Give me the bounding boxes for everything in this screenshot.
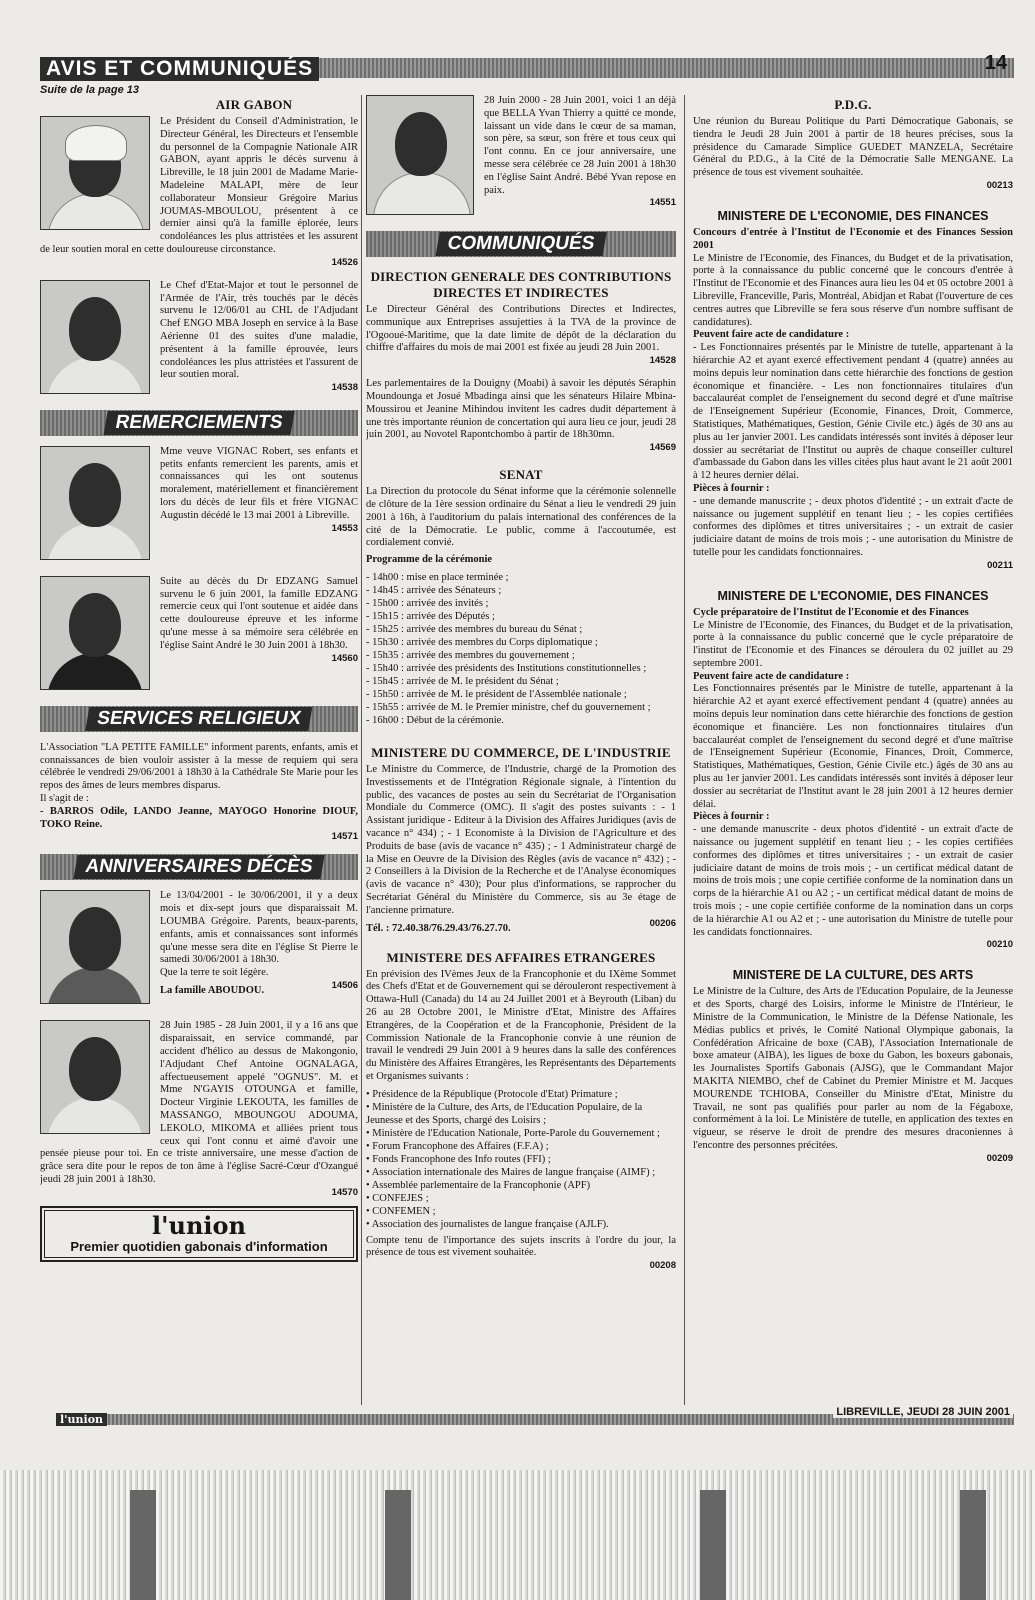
notice-title: P.D.G. <box>834 97 872 112</box>
notice-title: MINISTERE DE L'ECONOMIE, DES FINANCES <box>717 208 989 223</box>
section-band-remerciements <box>40 410 358 436</box>
notice-text: Les parlementaires de la Douigny (Moabi) à savoir les députés Séraphin Moundounga et Josué Mbadinga ainsi que les sénateurs Hilaire Mbina-Moussirou et Jeanine Mihindou invitent les cadres dudit département à une très importante réunion de concertation qui aura lieu ce jour, jeudi 28 juin 2001, au Novotel Rapontchombo à partir de 18h30mn. <box>366 378 676 441</box>
organisation-item: • Association des journalistes de langue française (AJLF). <box>366 1218 609 1230</box>
notice-economie-cycle <box>693 583 1013 951</box>
notice-text: Compte tenu de l'importance des sujets inscrits à l'ordre du jour, la présence de tous est vivement souhaitée. <box>366 1234 676 1259</box>
notice-text: 28 Juin 1985 - 28 Juin 2001, il y a 16 ans que disparaissait, en service commandé, par accident d'hélico au dessus de Makongonio, l'Adjudant Chef Antoine OGNALAGA, affectueusement appelé "OGNUS". M. et Mme N'GAYIS OTOUNGA et famille, Docteur Virginie LEKOUTA, les familles de MASSANGO, MBOUNGOU ADOUMA, LEKOLO, MIKOMA et alliées prient tous ceux qui l'ont connu et aimé d'avoir une pensée pieuse pour toi. En ce triste anniversaire, une messe d'action de grâce sera dite pour le repos de ton âme à l'église Sacré-Cœur d'Ozangué jeudi 28 juin 2001 à 18h30. <box>40 1020 358 1185</box>
page-number: 14 <box>984 52 1007 74</box>
notice-ref: 00213 <box>986 179 1013 191</box>
organisation-item: • Association internationale des Maires de langue française (AIMF) ; <box>366 1166 656 1178</box>
notice-dgcdi <box>366 267 676 366</box>
program-item: - 15h50 : arrivée de M. le président de l'Assemblée nationale ; <box>366 688 627 700</box>
notice-ref: 14569 <box>649 442 676 454</box>
notice-subhead: Peuvent faire acte de candidature : <box>693 670 850 682</box>
notice-text: Suite au décès du Dr EDZANG Samuel survenu le 6 juin 2001, la famille EDZANG remercie ceux qui l'ont soutenue et aidée dans cette douloureuse épreuve et les informe qu'une messe à sa mémoire sera célébrée en l'église Saint André le 30 Juin 2001 à 18h30. <box>160 575 358 651</box>
notice-text: Le Directeur Général des Contributions Directes et Indirectes, communique aux Entreprises assujetties à la TVA de la province de l'Ogooué-Maritime, que la date limite de dépôt de la déclaration du chiffre d'affaires du mois de mai 2001 est fixée au jeudi 28 Juin 2001. <box>366 304 676 354</box>
notice-text: Le Ministre du Commerce, de l'Industrie, chargé de la Promotion des Investissements et de l'Intégration Régionale signale, à l'intention du public, des vacances de postes au sein du Secrétariat de l'Organisation Mondiale du Commerce (OMC). Il s'agit des postes suivants : - 1 Assistant juridique - Editeur à la Division des Affaires Juridiques (avis de vacance n° 434) ; - 1 Economiste à la Division de l'Agriculture et des Produits de base (avis de vacance n° 435) ; - 1 Administrateur chargé de la Mise en Oeuvre de la Division des Règles (avis de vacance n° 432) ; - 2 Conseillers à la Division de la Recherche et de l'Analyse économiques (avis de vacance n° 430); Pour plus d'informations, se rapprocher du Secrétariat Général du Ministère du Commerce, sis au 3e étage de l'ancienne primature. <box>366 763 676 916</box>
program-item: - 15h40 : arrivée des présidents des Institutions constitutionnelles ; <box>366 662 647 674</box>
notice-commerce <box>366 743 676 936</box>
notice-text: - une demande manuscrite ; - deux photos d'identité ; - un extrait d'acte de naissance ou jugement supplétif en tenant lieu ; - les copies certifiées conformes des diplômes et titres universitaires ; - un extrait de casier judiciaire datant de moins de trois mois ; - une autorisation du Ministre de tutelle pour les candidats fonctionnaires. <box>693 495 1013 558</box>
notice-ref: 00208 <box>649 1260 676 1272</box>
column-middle <box>366 95 676 1283</box>
notice-ref: 00211 <box>987 559 1013 571</box>
notice-petite-famille <box>40 742 358 843</box>
notice-vignac <box>40 446 358 564</box>
notice-edzang <box>40 576 358 694</box>
notice-text: Les Fonctionnaires présentés par le Ministre de tutelle, appartenant à la hiérarchie A2 et ayant exercé effectivement pendant 4 (quatre) années au moins depuis leur nomination dans cette hiérarchie des fonctions de gestion économique et financière. Les non fonctionnaires titulaires d'un baccalauréat complet de l'enseignement du second degré et d'une maîtrise de l'Enseignement Supérieur (Economie, Finances, Droit, Commerce, Statistiques, Mathématiques, Gestion, Génie Civile etc.) âgés de 30 ans au plus au 1er janvier 2001. Les candidats intéressés sont invités à déposer leur dossier au secrétariat de l'Institut avant le 28 juin 2001 à 12 heures dernier délai. <box>693 683 1013 810</box>
notice-title: DIRECTION GENERALE DES CONTRIBUTIONS DIRECTES ET INDIRECTES <box>370 269 672 300</box>
organisation-item: • Forum Francophone des Affaires (F.F.A) ; <box>366 1140 549 1152</box>
notice-signature: La famille ABOUDOU. <box>160 984 265 996</box>
notice-air-gabon <box>40 95 358 268</box>
organisation-item: • Ministère de la Culture, des Arts, de l'Education Populaire, de la Jeunesse et des Sports, chargé des Loisirs ; <box>366 1101 643 1126</box>
program-item: - 15h30 : arrivée des membres du Corps diplomatique ; <box>366 636 598 648</box>
program-title: Programme de la cérémonie <box>366 554 493 566</box>
notice-ref: 00210 <box>986 939 1013 951</box>
notice-text: Le Président du Conseil d'Administration, le Directeur Général, les Directeurs et l'ensemble du personnel de la Compagnie Nationale AIR GABON, ayant appris le décès survenu à Libreville, le 18 juin 2001 de Madame Marie-Madeleine MALAPI, mère de leur collaborateur Monsieur Grégoire Marius JOUMAS-MBOULOU, présentent à ce dernier ainsi qu'à la famille éplorée, leurs condoléances les plus attristées et les assurent de leur soutien moral en cette douloureuse circonstance. <box>40 116 358 255</box>
portrait-photo <box>40 576 150 690</box>
portrait-photo <box>40 1020 150 1134</box>
child-portrait-photo <box>366 95 474 215</box>
notice-bella <box>366 95 676 219</box>
notice-text: - une demande manuscrite - deux photos d'identité - un extrait d'acte de naissance ou jugement supplétif en tenant lieu ; - les copies certifiées conformes des diplômes et titres universitaires ; - un extrait de casier judiciaire datant de moins de trois mois ; - un certificat médical datant de moins de trois mois ; une copie certifiée conforme de la nomination dans un corps de la hiérarchie A1 ou A2 ; - un certificat médical datant de moins de trois mois ; - une copie certifiée conforme de la nomination dans un corps de la hiérarchie A1 ou A2 et ; - une autorisation du Ministre de tutelle pour les candidats fonctionnaires. <box>693 824 1013 938</box>
notice-ref: 14571 <box>331 831 358 843</box>
organisation-item: • Assemblée parlementaire de la Francophonie (APF) <box>366 1179 591 1191</box>
organisation-item: • Présidence de la République (Protocole d'Etat) Primature ; <box>366 1088 618 1100</box>
notice-text: Le Ministre de la Culture, des Arts de l'Education Populaire, de la Jeunesse et des Sports, chargé des Loisirs, informe le Ministre de l'Intérieur, le Ministre de la Communication, le Ministre de la Défense Nationale, les Médias publics et privés, le Comité National Olympique gabonais, la Confédération Africaine de boxe (CAB), l'Association Internationale de boxe amateur (AIBA), les ligues de boxe du Gabon, les boxeurs gabonais, les Journalistes Sportifs Gabonais (AJSG), que le Commandant Major MAKITA NIEMBO, chef de Cabinet du Premier Ministre et M. Jacques MOURENDE TCHIOBA, Conseiller du Ministre d'Etat, Ministre du Travail, ne sont pas qualifiés pour parler au nom de la Fégaboxe, conformément à la loi. Le Ministère de tutelle, en application des textes en vigueur, se réserve le droit de prendre des mesures draconiennes à l'encontre des personnes précitées. <box>693 986 1013 1151</box>
notice-text: 28 Juin 2000 - 28 Juin 2001, voici 1 an déjà que BELLA Yvan Thierry a quitté ce monde, laissant un vide dans le cœur de sa maman, son père, sa sœur, son frère et tous ceux qui l'ont connu. En ce jour anniversaire, une messe sera célébrée ce 28 Juin 2001 à 18h30 en l'église Saint André. Bébé Yvan repose en paix. <box>484 95 676 196</box>
continued-note: Suite de la page 13 <box>40 84 140 96</box>
portrait-photo <box>40 890 150 1004</box>
notice-text: Le Chef d'Etat-Major et tout le personnel de l'Armée de l'Air, très touchés par le décès survenu le 12/06/01 au CHL de l'Adjudant Chef ENGO MBA Joseph en service à la Base Aérienne 01 des suites d'une maladie, présentent à la famille éprouvée, leurs condoléances les plus attristées et l'assurent de leur soutien moral. <box>160 279 358 381</box>
section-band-anniversaires <box>40 854 358 880</box>
section-band-label: SERVICES RELIGIEUX <box>85 707 313 731</box>
notice-text: Le 13/04/2001 - le 30/06/2001, il y a deux mois et dix-sept jours que disparaissait M. LOUMBA Grégoire. Parents, beaux-parents, enfants, amis et connaissances sont informés qu'une messe sera dite en l'église St Pierre le samedi 30/06/2001 à 18h30. <box>160 890 358 966</box>
notice-title: MINISTERE DE L'ECONOMIE, DES FINANCES <box>717 588 989 603</box>
newspaper-tagline: Premier quotidien gabonais d'information <box>70 1238 328 1254</box>
section-band-services-religieux <box>40 706 358 732</box>
notice-ref: 14553 <box>331 522 358 534</box>
notice-text: L'Association "LA PETITE FAMILLE" informent parents, enfants, amis et connaissances de bien vouloir assister à la messe de requiem qui sera célébrée le vendredi 29/06/2001 à 18h30 à la Cathédrale Ste Marie pour les repos des âmes de leurs membres disparus. <box>40 741 358 792</box>
notice-text: Mme veuve VIGNAC Robert, ses enfants et petits enfants remercient les parents, amis et connaissances qui les ont soutenus moralement, matériellement et financièrement lors du décès de leur fils et frère VIGNAC Augustin décédé le 13 mai 2001 à Libreville. <box>160 445 358 521</box>
notice-ref: 14560 <box>331 652 358 664</box>
notice-text: La Direction du protocole du Sénat informe que la cérémonie solennelle de clôture de la 1ère session ordinaire du Sénat a lieu le vendredi 29 juin 2001 à 16h, à l'auditorium du palais international des conférences de la cité de la Démocratie. Le public, comme à l'accoutumée, est cordialement convié. <box>366 486 676 549</box>
program-item: - 15h45 : arrivée de M. le président du Sénat ; <box>366 675 559 687</box>
notice-ref: 14538 <box>331 382 358 394</box>
notice-title: SENAT <box>499 467 543 483</box>
notice-ref: 00209 <box>986 1152 1013 1164</box>
notice-armee-air <box>40 280 358 398</box>
notice-names: - BARROS Odile, LANDO Jeanne, MAYOGO Honorine DIOUF, TOKO Reine. <box>40 805 358 830</box>
organisation-list <box>366 1088 676 1231</box>
program-item: - 15h15 : arrivée des Députés ; <box>366 610 495 622</box>
notice-text: En prévision des IVèmes Jeux de la Francophonie et du IXème Sommet des Chefs d'Etat et de Gouvernement qui se dérouleront respectivement à Ottawa-Hull (Canada) du 14 au 24 Juillet 2001 et à Beyrouth (Liban) du 26 au 28 Octobre 2001, le Ministre d'Etat, Ministre des Affaires Etrangères, de la Coopération et de la Francophonie, Président de la Commission Nationale de la Francophonie convie à une réunion de travail le vendredi 29 Juin 2001 à 9 heures dans la salle des conférences du Ministère des Affaires Etrangères, les Représentants des Départements et Organismes suivants : <box>366 968 676 1082</box>
binding-mark <box>130 1490 156 1600</box>
notice-text: Que la terre te soit légère. <box>160 967 269 979</box>
notice-text: Le Ministre de l'Economie, des Finances, du Budget et de la privatisation, porte à la connaissance du public concerné que le cycle préparatoire de l'institut de l'Economie et des Finances se déroulera du 02 juillet au 29 septembre 2001. <box>693 619 1013 669</box>
organisation-item: • Fonds Francophone des Info routes (FFI) ; <box>366 1153 551 1165</box>
portrait-photo <box>40 280 150 394</box>
portrait-photo <box>40 116 150 230</box>
program-item: - 15h35 : arrivée des membres du gouvernement ; <box>366 649 575 661</box>
program-item: - 14h00 : mise en place terminée ; <box>366 571 509 583</box>
notice-ref: 14528 <box>649 355 676 367</box>
program-item: - 15h00 : arrivée des invités ; <box>366 597 489 609</box>
lunion-logo-box <box>40 1206 358 1262</box>
notice-subhead: Pièces à fournir : <box>693 482 770 494</box>
program-item: - 14h45 : arrivée des Sénateurs ; <box>366 584 502 596</box>
notice-douigny <box>366 378 676 453</box>
newspaper-logo: l'union <box>152 1210 246 1240</box>
footer-logo: l'union <box>56 1413 107 1426</box>
column-right <box>693 95 1013 1176</box>
binding-mark <box>385 1490 411 1600</box>
notice-subhead: Peuvent faire acte de candidature : <box>693 329 850 341</box>
notice-text: Une réunion du Bureau Politique du Parti Démocratique Gabonais, se tiendra le Jeudi 28 Juin 2001 à partir de 18 heures précises, sous la présidence du Camarade Simplice GUEDET MANZELA, Secrétaire Général du P.D.G., à la Cité de la Démocratie Salle MENGANE. La présence de tous est vivement souhaitée. <box>693 116 1013 179</box>
organisation-item: • CONFEJES ; <box>366 1192 429 1204</box>
notice-title: AIR GABON <box>215 97 293 112</box>
notice-text: - Les Fonctionnaires présentés par le Ministre de tutelle, appartenant à la hiérarchie A2 et ayant exercé effectivement pendant 4 (quatre) années au moins depuis leur nomination dans cette hiérarchie des fonctions de gestion économique et financière. - Les non fonctionnaires titulaires d'un baccalauréat complet de l'enseignement du second degré et d'une maîtrise de l'Enseignement Supérieur (Economie, Finances, Droit, Commerce, Statistiques, Mathématiques, Gestion, Génie Civile etc.) âgés de 30 ans au plus au 1er janvier 2001. Les candidats intéressés sont invités à déposer leur dossier au secrétariat de l'Institut ou auprès de chaque conseiller culturel d'ambassade du Gabon dans les villes citées plus haut avant le 21 août 2001 à 12 heures dernier délai. <box>693 342 1013 482</box>
program-item: - 16h00 : Début de la cérémonie. <box>366 714 504 726</box>
section-band-label: REMERCIEMENTS <box>103 411 294 435</box>
section-band-label: COMMUNIQUÉS <box>436 232 607 256</box>
notice-economie-concours <box>693 203 1013 571</box>
notice-title: MINISTERE DE LA CULTURE, DES ARTS <box>732 968 974 983</box>
notice-ref: 14506 <box>331 979 358 991</box>
portrait-photo <box>40 446 150 560</box>
program-list <box>366 571 676 727</box>
notice-affaires-etrangeres <box>366 948 676 1272</box>
notice-text: Le Ministre de l'Economie, des Finances, du Budget et de la privatisation, porte à la connaissance du public concerné que le concours d'entrée à l'Institut de l'Economie et des Finances aura lieu les 04 et 05 octobre 2001 à Libreville, Franceville, Paris, Montréal, Abidjan et Rabat (l'ouverture de ces centres autres que Libreville se fera sous réserve d'un nombre suffisant de candidatures). <box>693 252 1013 328</box>
column-divider <box>684 95 685 1405</box>
notice-ref: 00206 <box>649 917 676 929</box>
column-left <box>40 95 358 1262</box>
notice-title: MINISTERE DU COMMERCE, DE L'INDUSTRIE <box>371 744 671 760</box>
notice-subtitle: Cycle préparatoire de l'Institut de l'Economie et des Finances <box>693 606 969 618</box>
notice-ref: 14526 <box>331 256 358 268</box>
binding-mark <box>700 1490 726 1600</box>
notice-ref: 14551 <box>649 197 676 209</box>
notice-text: Il s'agit de : <box>40 792 89 804</box>
notice-culture-arts <box>693 962 1013 1163</box>
binding-mark <box>960 1490 986 1600</box>
rubric-title: AVIS ET COMMUNIQUÉS <box>40 57 319 81</box>
notice-subhead: Pièces à fournir : <box>693 811 770 823</box>
notice-ref: 14570 <box>331 1186 358 1198</box>
organisation-item: • CONFEMEN ; <box>366 1205 436 1217</box>
footer-date: LIBREVILLE, JEUDI 28 JUIN 2001 <box>833 1406 1013 1418</box>
column-divider <box>361 95 362 1405</box>
notice-senat <box>366 465 676 731</box>
organisation-item: • Ministère de l'Education Nationale, Porte-Parole du Gouvernement ; <box>366 1127 660 1139</box>
notice-phone: Tél. : 72.40.38/76.29.43/76.27.70. <box>366 922 511 934</box>
notice-title: MINISTERE DES AFFAIRES ETRANGERES <box>386 949 656 965</box>
program-item: - 15h25 : arrivée des membres du bureau du Sénat ; <box>366 623 583 635</box>
notice-subtitle: Concours d'entrée à l'Institut de l'Economie et des Finances Session 2001 <box>693 226 1013 251</box>
notice-ognalaga <box>40 1020 358 1197</box>
program-item: - 15h55 : arrivée de M. le Premier ministre, chef du gouvernement ; <box>366 701 651 713</box>
notice-pdg <box>693 95 1013 191</box>
section-band-label: ANNIVERSAIRES DÉCÈS <box>73 855 324 879</box>
section-band-communiques <box>366 231 676 257</box>
notice-loumba <box>40 890 358 1008</box>
